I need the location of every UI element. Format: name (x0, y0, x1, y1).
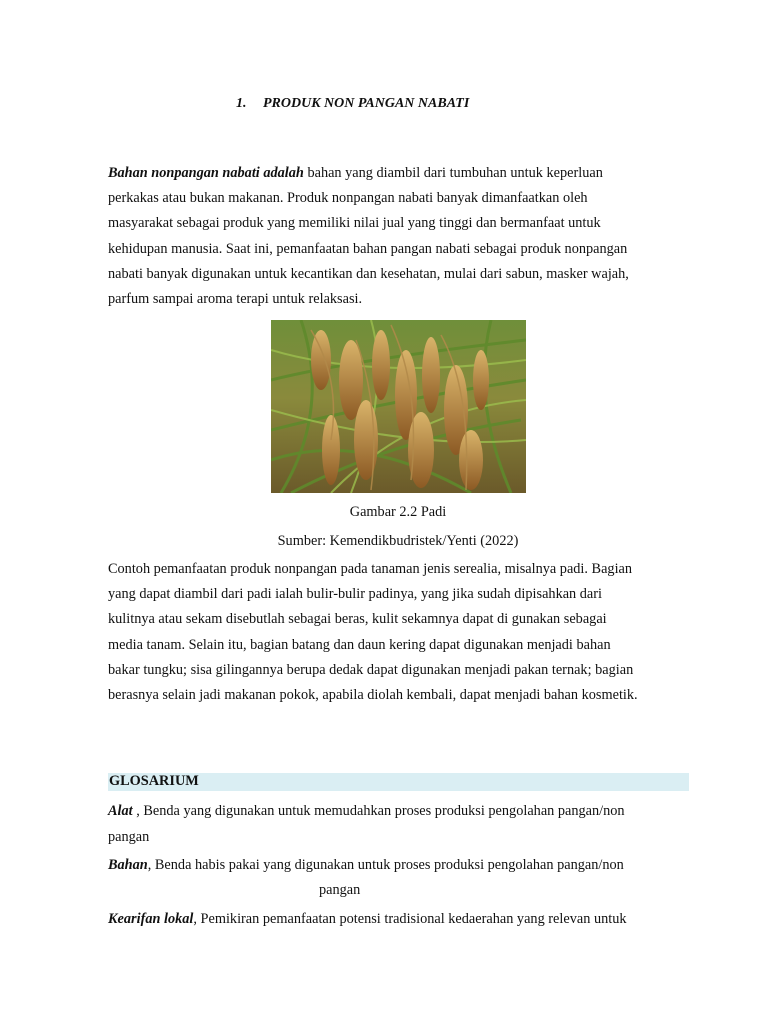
paragraph-line: media tanam. Selain itu, bagian batang dan daun kering dapat digunakan menjadi bahan (108, 636, 611, 653)
paragraph-line: bakar tungku; sisa gilingannya berupa dedak dapat digunakan menjadi pakan ternak; bagian (108, 661, 634, 678)
section-number: 1. (236, 96, 247, 111)
glossary-definition-cont: pangan (108, 829, 150, 845)
section-title: PRODUK NON PANGAN NABATI (263, 96, 470, 111)
paragraph-line: nabati banyak digunakan untuk kecantikan dan kesehatan, mulai dari sabun, masker wajah, (108, 265, 629, 282)
paragraph-line: yang dapat diambil dari padi ialah bulir-bulir padinya, yang jika sudah dipisahkan dari (108, 586, 603, 603)
figure-source: Sumber: Kemendikbudristek/Yenti (2022) (277, 533, 519, 549)
glossary-definition: , Benda habis pakai yang digunakan untuk proses produksi pengolahan pangan/non (147, 857, 624, 873)
glossary-term: Bahan (108, 857, 148, 873)
paragraph-line: Contoh pemanfaatan produk nonpangan pada tanaman jenis serealia, misalnya padi. Bagian (108, 561, 633, 577)
body-paragraph (108, 557, 698, 708)
intro-paragraph (108, 161, 698, 312)
glossary-term: Alat (108, 803, 133, 819)
lead-term: Bahan nonpangan nabati adalah (108, 165, 304, 181)
glossary-entry (108, 911, 627, 928)
paragraph-line: perkakas atau bukan makanan. Produk nonpangan nabati banyak dimanfaatkan oleh (108, 190, 588, 207)
glossary-entry (108, 857, 624, 874)
section-heading (236, 96, 469, 112)
paragraph-line: parfum sampai aroma terapi untuk relaksasi. (108, 291, 363, 308)
paragraph-line: Bahan nonpangan nabati adalah bahan yang diambil dari tumbuhan untuk keperluan (108, 165, 603, 181)
glossary-entry (108, 803, 625, 820)
glossary-definition: , Benda yang digunakan untuk memudahkan proses produksi pengolahan pangan/non (132, 803, 625, 819)
paragraph-line: berasnya selain jadi makanan pokok, apabila diolah kembali, dapat menjadi bahan kosmetik. (108, 687, 638, 704)
paragraph-line: masyarakat sebagai produk yang memiliki nilai jual yang tinggi dan bermanfaat untuk (108, 215, 601, 232)
rice-plant-photo (271, 320, 526, 493)
paragraph-line: kehidupan manusia. Saat ini, pemanfaatan bahan pangan nabati sebagai produk nonpangan (108, 240, 628, 257)
glossary-definition: , Pemikiran pemanfaatan potensi tradisional kedaerahan yang relevan untuk (193, 911, 627, 927)
glossary-definition-cont: pangan (319, 882, 361, 898)
figure-caption: Gambar 2.2 Padi (349, 504, 447, 520)
glossary-title: GLOSARIUM (109, 773, 199, 789)
glossary-term: Kearifan lokal (108, 911, 194, 927)
paragraph-line: kulitnya atau sekam disebutlah sebagai beras, kulit sekamnya dapat di gunakan sebagai (108, 611, 607, 628)
